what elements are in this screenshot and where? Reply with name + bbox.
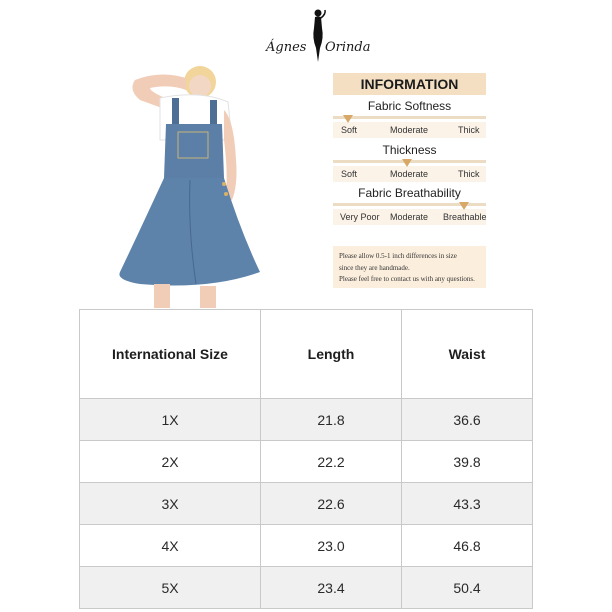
brand-name-right: Orinda [325, 40, 371, 55]
scale-marker-icon [459, 202, 469, 210]
note-line: Please feel free to contact us with any questions. [339, 275, 475, 283]
scale-title-softness: Fabric Softness [367, 99, 452, 113]
scale-thickness [333, 160, 486, 182]
cell-waist: 46.8 [402, 525, 533, 567]
header-length: Length [261, 310, 402, 399]
scale-label: Moderate [390, 125, 429, 135]
size-note [333, 246, 486, 288]
scale-softness [333, 116, 486, 138]
size-chart-table [79, 309, 533, 609]
scale-title-breathability: Fabric Breathability [358, 186, 461, 200]
cell-length: 23.4 [261, 567, 402, 609]
scale-marker-icon [343, 115, 353, 123]
cell-size: 4X [80, 525, 261, 567]
table-row [80, 441, 533, 483]
table-row [80, 567, 533, 609]
scale-label: Moderate [390, 169, 429, 179]
product-photo [100, 60, 270, 308]
cell-waist: 50.4 [402, 567, 533, 609]
header-waist: Waist [402, 310, 533, 399]
info-title: INFORMATION [333, 73, 486, 95]
scale-label: Soft [341, 125, 358, 135]
scale-label: Breathable [443, 212, 487, 222]
scale-label: Soft [341, 169, 358, 179]
cell-size: 3X [80, 483, 261, 525]
header-international-size: International Size [80, 310, 261, 399]
cell-waist: 39.8 [402, 441, 533, 483]
cell-waist: 43.3 [402, 483, 533, 525]
note-line: since they are handmade. [339, 264, 410, 272]
scale-label: Thick [458, 125, 480, 135]
table-row [80, 399, 533, 441]
brand-logo [262, 8, 372, 64]
scale-label: Moderate [390, 212, 429, 222]
brand-name-left: Ágnes [266, 40, 307, 55]
cell-length: 23.0 [261, 525, 402, 567]
table-header-row [80, 310, 533, 399]
note-line: Please allow 0.5-1 inch differences in size [339, 252, 457, 260]
cell-size: 5X [80, 567, 261, 609]
cell-waist: 36.6 [402, 399, 533, 441]
scale-marker-icon [402, 159, 412, 167]
cell-length: 22.2 [261, 441, 402, 483]
cell-size: 1X [80, 399, 261, 441]
cell-size: 2X [80, 441, 261, 483]
table-row [80, 483, 533, 525]
scale-label: Thick [458, 169, 480, 179]
cell-length: 21.8 [261, 399, 402, 441]
scale-label: Very Poor [340, 212, 380, 222]
cell-length: 22.6 [261, 483, 402, 525]
scale-title-thickness: Thickness [382, 143, 437, 157]
table-row [80, 525, 533, 567]
scale-breathability [333, 203, 486, 225]
